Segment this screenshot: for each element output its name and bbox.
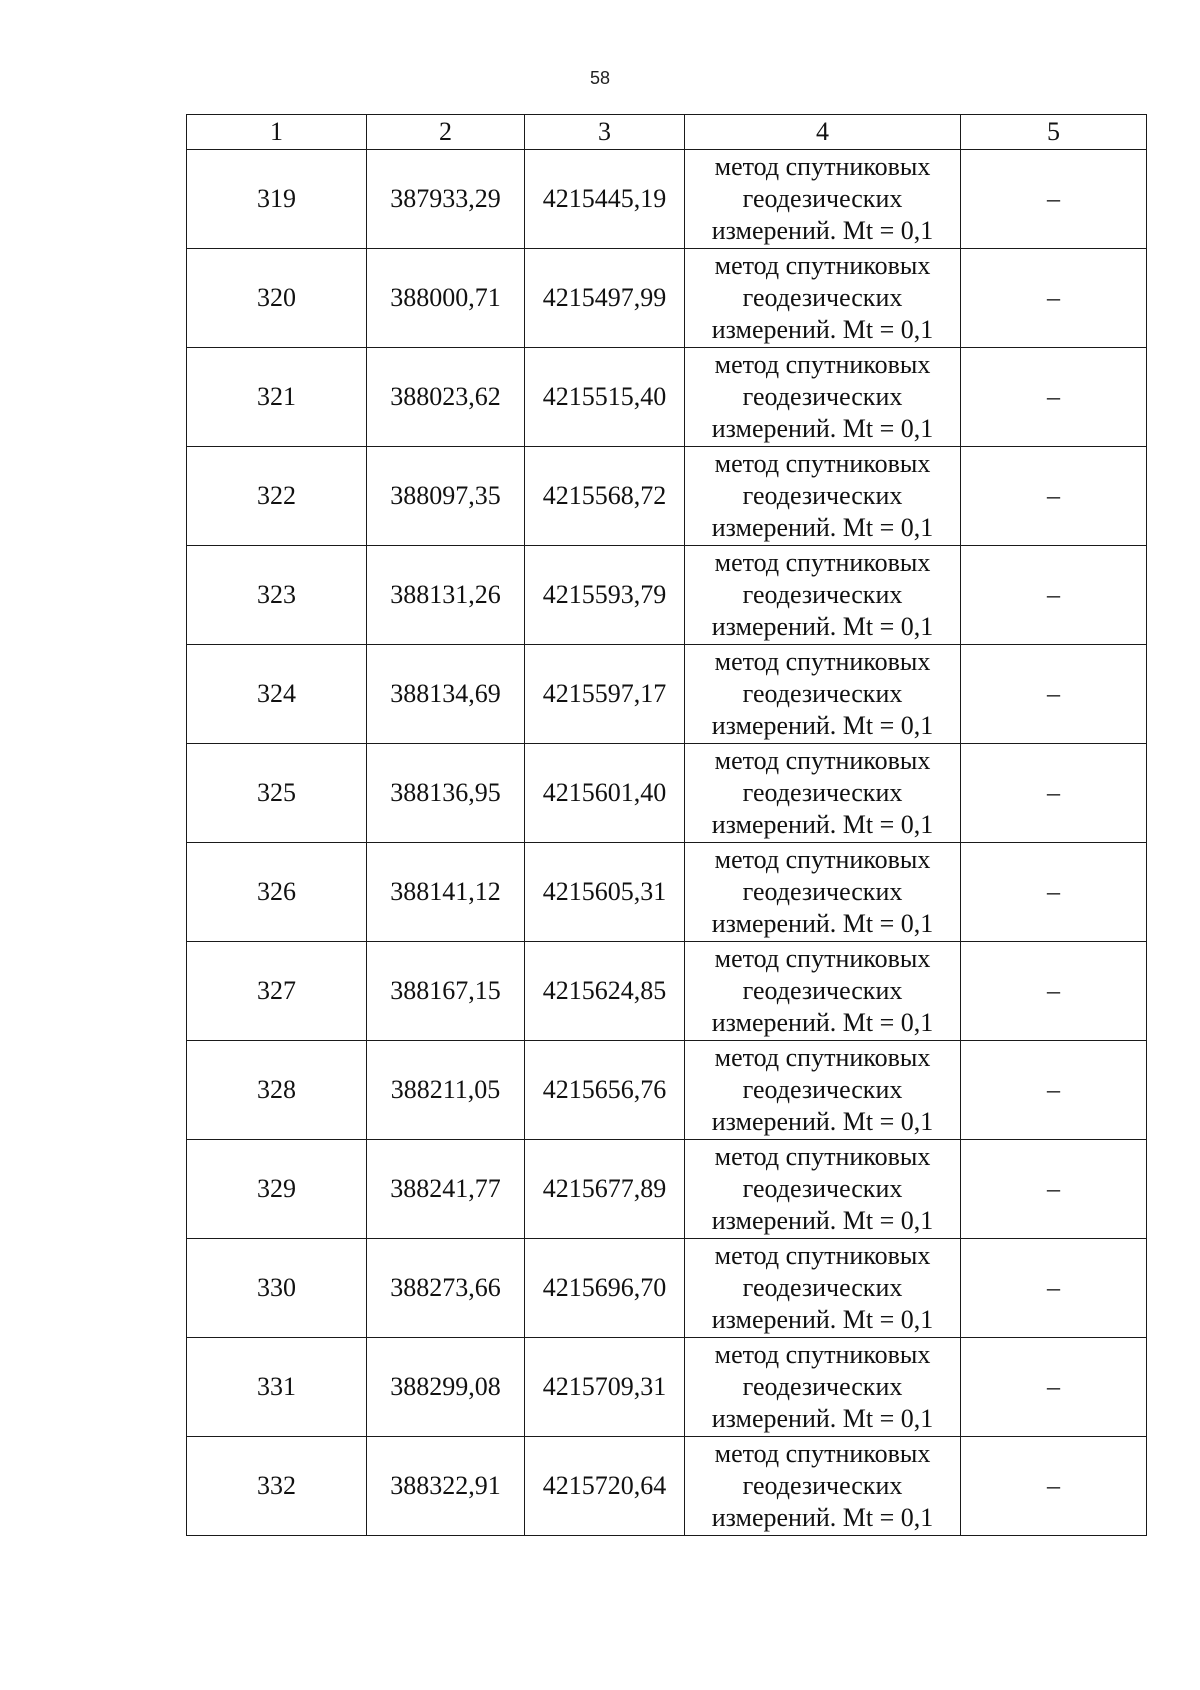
cell-point-number: 332 [187, 1437, 367, 1536]
method-line-1: метод спутниковых [714, 1439, 931, 1468]
method-line-2: геодезических [742, 976, 903, 1005]
cell-method [685, 447, 961, 546]
cell-method [685, 1140, 961, 1239]
cell-note: – [961, 744, 1147, 843]
method-line-3: измерений. Mt = 0,1 [711, 414, 934, 443]
cell-point-number: 326 [187, 843, 367, 942]
method-line-3: измерений. Mt = 0,1 [711, 216, 934, 245]
method-line-2: геодезических [742, 184, 903, 213]
method-line-3: измерений. Mt = 0,1 [711, 711, 934, 740]
table-row [187, 1437, 1147, 1536]
method-line-2: геодезических [742, 1273, 903, 1302]
table-row [187, 942, 1147, 1041]
cell-coordinate-x: 388097,35 [367, 447, 525, 546]
cell-coordinate-x: 388000,71 [367, 249, 525, 348]
header-col-4: 4 [685, 115, 961, 150]
cell-method [685, 942, 961, 1041]
cell-point-number: 322 [187, 447, 367, 546]
cell-point-number: 320 [187, 249, 367, 348]
method-line-2: геодезических [742, 580, 903, 609]
header-row [187, 115, 1147, 150]
method-line-3: измерений. Mt = 0,1 [711, 1206, 934, 1235]
cell-coordinate-y: 4215696,70 [525, 1239, 685, 1338]
method-line-1: метод спутниковых [714, 350, 931, 379]
cell-coordinate-x: 388136,95 [367, 744, 525, 843]
method-line-2: геодезических [742, 283, 903, 312]
method-line-1: метод спутниковых [714, 251, 931, 280]
method-line-2: геодезических [742, 1075, 903, 1104]
cell-coordinate-x: 387933,29 [367, 150, 525, 249]
cell-point-number: 321 [187, 348, 367, 447]
method-line-2: геодезических [742, 778, 903, 807]
table-row [187, 645, 1147, 744]
cell-note: – [961, 546, 1147, 645]
cell-note: – [961, 1239, 1147, 1338]
method-line-3: измерений. Mt = 0,1 [711, 1107, 934, 1136]
cell-method [685, 1437, 961, 1536]
cell-coordinate-y: 4215720,64 [525, 1437, 685, 1536]
cell-coordinate-y: 4215515,40 [525, 348, 685, 447]
method-line-3: измерений. Mt = 0,1 [711, 1008, 934, 1037]
cell-coordinate-x: 388241,77 [367, 1140, 525, 1239]
cell-coordinate-x: 388273,66 [367, 1239, 525, 1338]
cell-coordinate-x: 388299,08 [367, 1338, 525, 1437]
cell-coordinate-x: 388141,12 [367, 843, 525, 942]
method-line-3: измерений. Mt = 0,1 [711, 1503, 934, 1532]
method-line-2: геодезических [742, 679, 903, 708]
method-line-2: геодезических [742, 382, 903, 411]
cell-point-number: 330 [187, 1239, 367, 1338]
method-line-2: геодезических [742, 481, 903, 510]
coordinates-table [186, 114, 1147, 1536]
cell-coordinate-y: 4215593,79 [525, 546, 685, 645]
cell-coordinate-y: 4215568,72 [525, 447, 685, 546]
cell-point-number: 325 [187, 744, 367, 843]
method-line-1: метод спутниковых [714, 1043, 931, 1072]
method-line-1: метод спутниковых [714, 1241, 931, 1270]
method-line-1: метод спутниковых [714, 845, 931, 874]
method-line-1: метод спутниковых [714, 449, 931, 478]
table-body [187, 150, 1147, 1536]
method-line-1: метод спутниковых [714, 746, 931, 775]
cell-point-number: 324 [187, 645, 367, 744]
method-line-2: геодезических [742, 1174, 903, 1203]
cell-method [685, 1239, 961, 1338]
cell-note: – [961, 942, 1147, 1041]
cell-coordinate-x: 388131,26 [367, 546, 525, 645]
cell-point-number: 329 [187, 1140, 367, 1239]
table-row [187, 348, 1147, 447]
method-line-3: измерений. Mt = 0,1 [711, 1305, 934, 1334]
header-col-5: 5 [961, 115, 1147, 150]
cell-coordinate-x: 388023,62 [367, 348, 525, 447]
cell-point-number: 323 [187, 546, 367, 645]
header-col-3: 3 [525, 115, 685, 150]
method-line-3: измерений. Mt = 0,1 [711, 1404, 934, 1433]
method-line-3: измерений. Mt = 0,1 [711, 315, 934, 344]
header-col-2: 2 [367, 115, 525, 150]
table-row [187, 1041, 1147, 1140]
cell-method [685, 150, 961, 249]
cell-note: – [961, 1041, 1147, 1140]
cell-coordinate-y: 4215624,85 [525, 942, 685, 1041]
cell-note: – [961, 249, 1147, 348]
method-line-1: метод спутниковых [714, 1340, 931, 1369]
table-row [187, 249, 1147, 348]
table-row [187, 447, 1147, 546]
method-line-1: метод спутниковых [714, 1142, 931, 1171]
cell-note: – [961, 447, 1147, 546]
cell-coordinate-y: 4215605,31 [525, 843, 685, 942]
method-line-2: геодезических [742, 877, 903, 906]
cell-coordinate-y: 4215656,76 [525, 1041, 685, 1140]
cell-note: – [961, 348, 1147, 447]
cell-method [685, 1338, 961, 1437]
cell-method [685, 645, 961, 744]
cell-coordinate-y: 4215597,17 [525, 645, 685, 744]
cell-note: – [961, 1338, 1147, 1437]
method-line-2: геодезических [742, 1471, 903, 1500]
page-number: 58 [589, 68, 611, 88]
method-line-1: метод спутниковых [714, 152, 931, 181]
table-row [187, 744, 1147, 843]
cell-method [685, 1041, 961, 1140]
cell-note: – [961, 1140, 1147, 1239]
cell-note: – [961, 1437, 1147, 1536]
method-line-3: измерений. Mt = 0,1 [711, 513, 934, 542]
method-line-1: метод спутниковых [714, 548, 931, 577]
cell-coordinate-x: 388322,91 [367, 1437, 525, 1536]
method-line-1: метод спутниковых [714, 647, 931, 676]
method-line-3: измерений. Mt = 0,1 [711, 612, 934, 641]
cell-coordinate-x: 388167,15 [367, 942, 525, 1041]
cell-coordinate-x: 388134,69 [367, 645, 525, 744]
table-row [187, 1239, 1147, 1338]
cell-note: – [961, 150, 1147, 249]
cell-note: – [961, 843, 1147, 942]
table-header [187, 115, 1147, 150]
method-line-3: измерений. Mt = 0,1 [711, 909, 934, 938]
cell-coordinate-y: 4215445,19 [525, 150, 685, 249]
cell-point-number: 331 [187, 1338, 367, 1437]
method-line-1: метод спутниковых [714, 944, 931, 973]
table-row [187, 546, 1147, 645]
cell-method [685, 249, 961, 348]
method-line-2: геодезических [742, 1372, 903, 1401]
cell-method [685, 546, 961, 645]
cell-point-number: 327 [187, 942, 367, 1041]
cell-note: – [961, 645, 1147, 744]
cell-coordinate-y: 4215601,40 [525, 744, 685, 843]
cell-method [685, 744, 961, 843]
table-row [187, 843, 1147, 942]
cell-coordinate-y: 4215677,89 [525, 1140, 685, 1239]
cell-method [685, 843, 961, 942]
method-line-3: измерений. Mt = 0,1 [711, 810, 934, 839]
cell-method [685, 348, 961, 447]
cell-point-number: 319 [187, 150, 367, 249]
cell-coordinate-y: 4215497,99 [525, 249, 685, 348]
table-row [187, 1140, 1147, 1239]
cell-point-number: 328 [187, 1041, 367, 1140]
cell-coordinate-y: 4215709,31 [525, 1338, 685, 1437]
cell-coordinate-x: 388211,05 [367, 1041, 525, 1140]
table-row [187, 1338, 1147, 1437]
table-row [187, 150, 1147, 249]
header-col-1: 1 [187, 115, 367, 150]
